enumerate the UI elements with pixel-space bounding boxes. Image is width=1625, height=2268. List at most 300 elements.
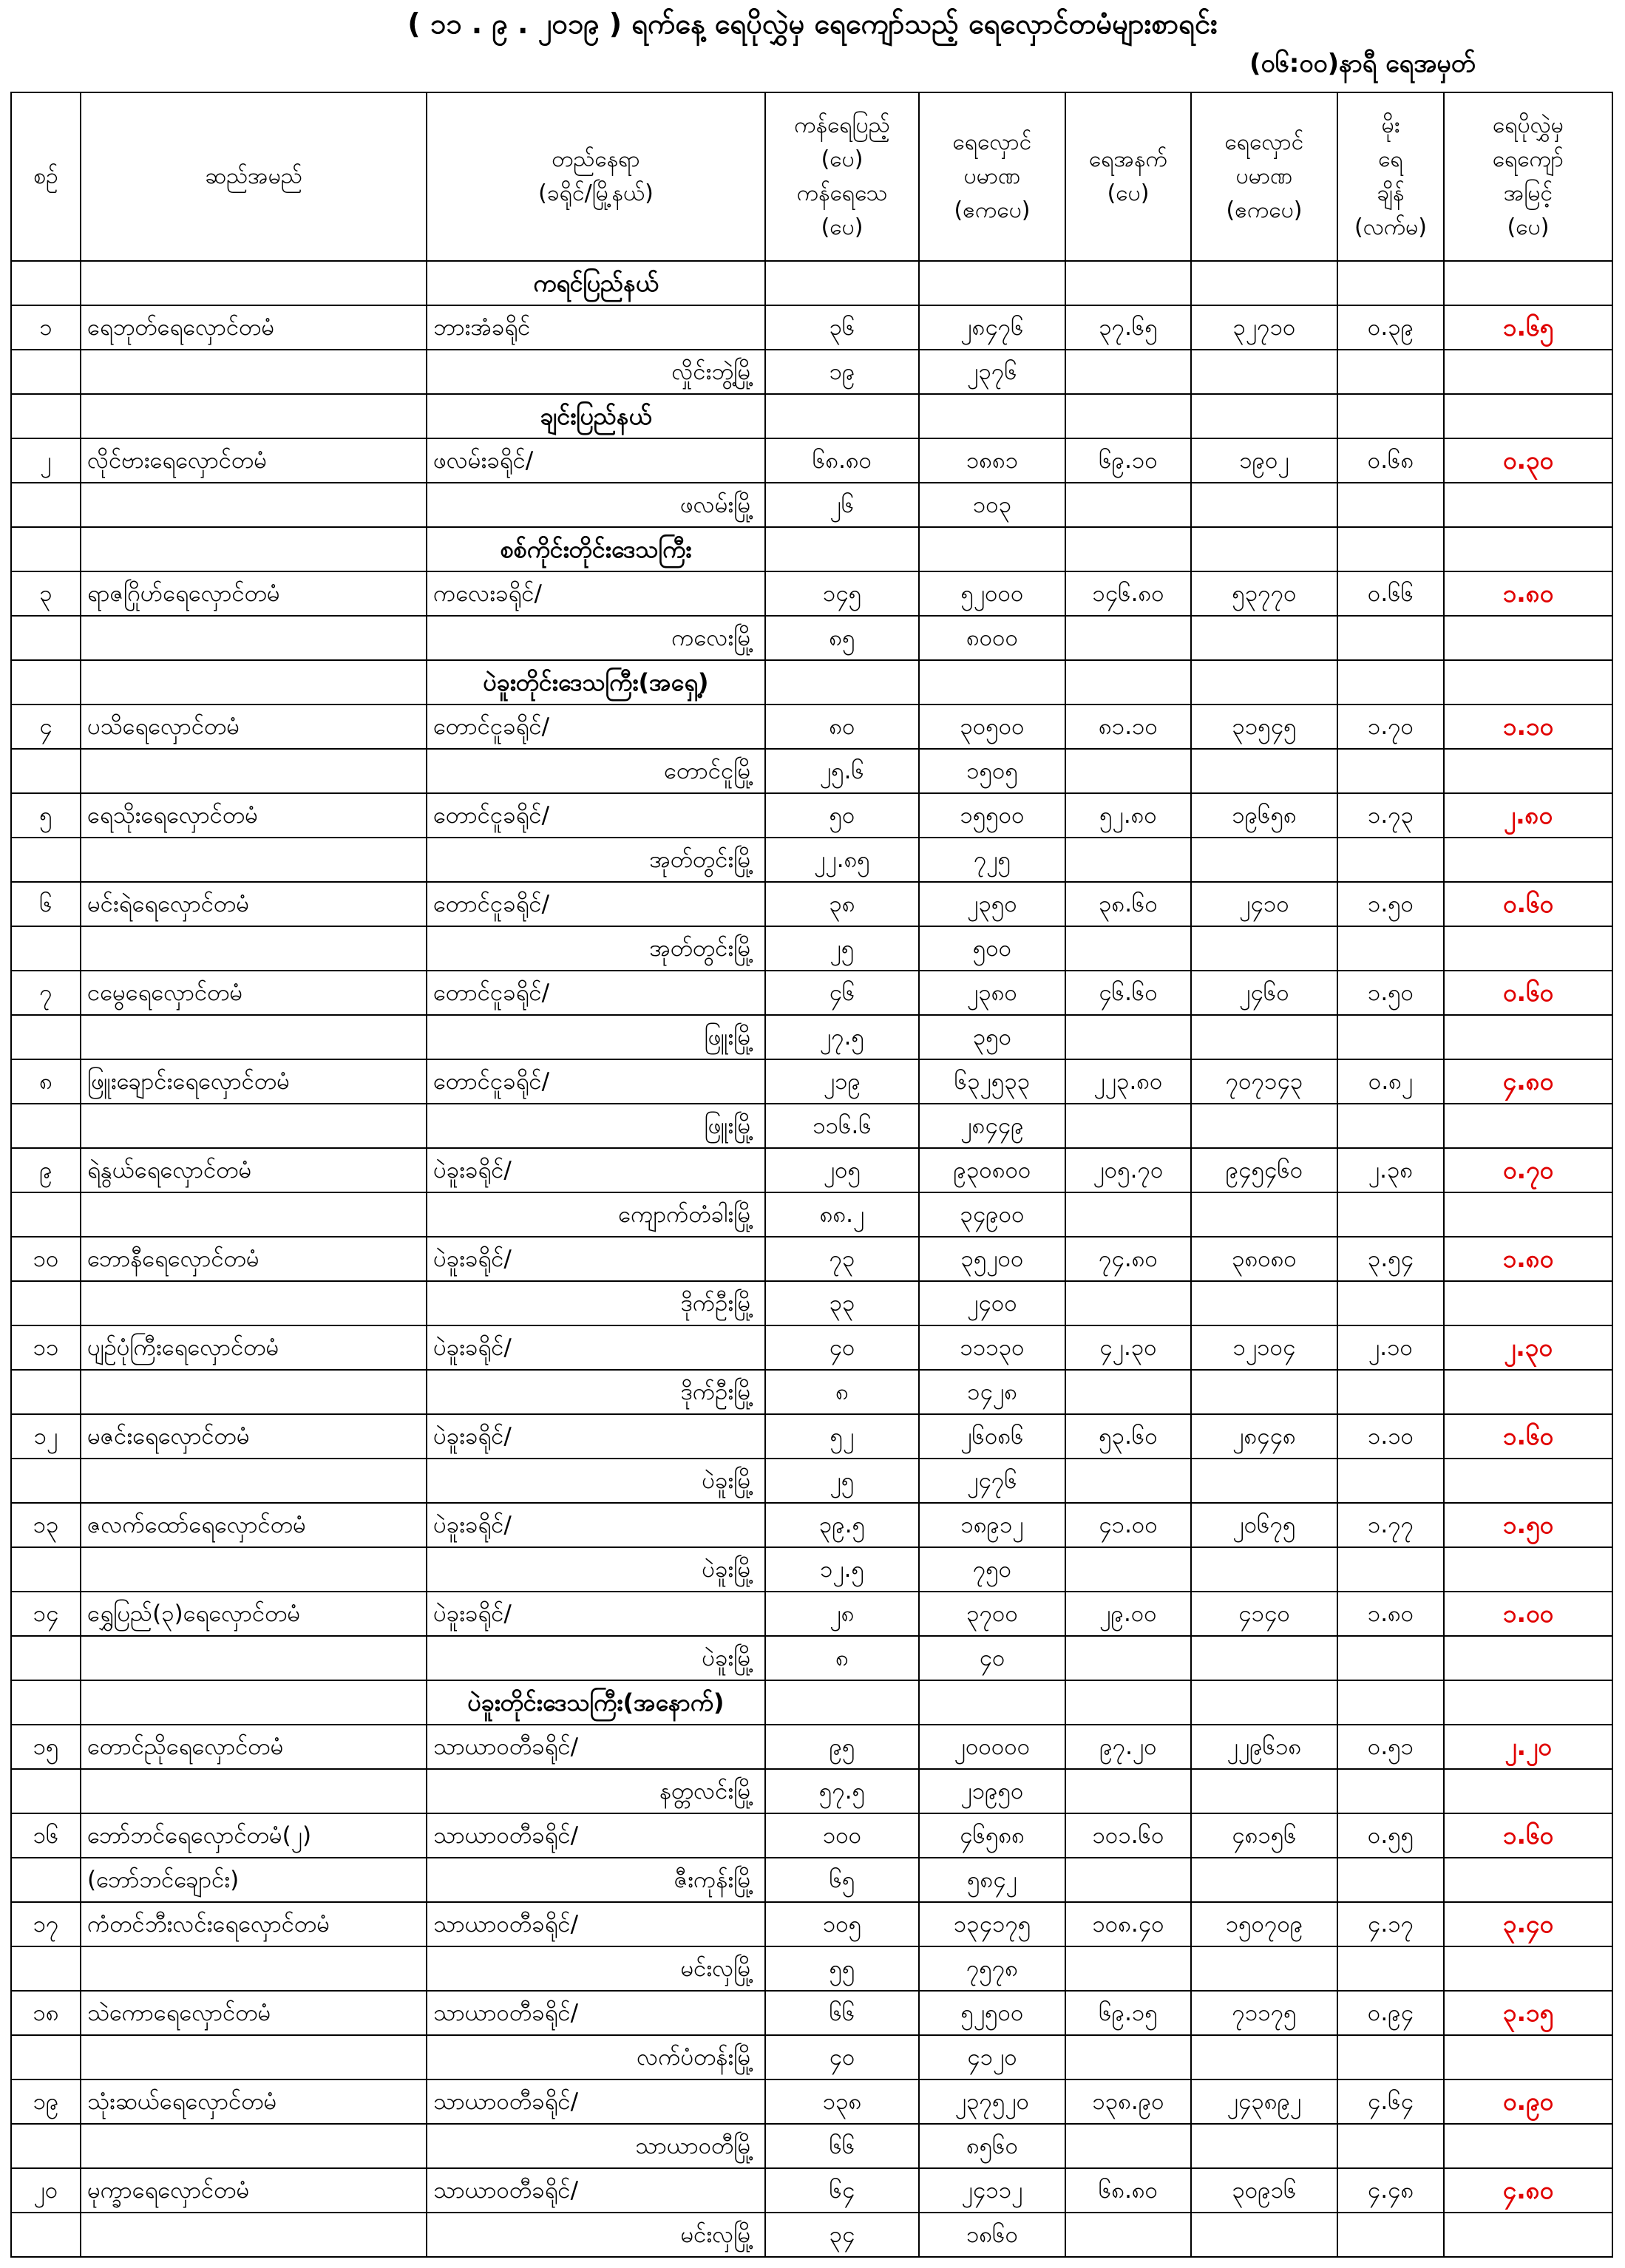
empty-cell [1444,1680,1612,1725]
current-depth: ၁၃၈.၉၀ [1065,2079,1191,2124]
empty-cell [1191,483,1337,527]
rainfall: ၁.၇၇ [1337,1503,1444,1547]
current-depth: ၅၃.၆၀ [1065,1414,1191,1459]
location-township: ပဲခူးမြို့ [427,1459,765,1503]
dam-name: ရွှေပြည်(၃)ရေလှောင်တမံ [81,1592,427,1636]
empty-cell [81,527,427,571]
location-district: တောင်ငူခရိုင်/ [427,704,765,749]
full-storage: ၁၅၅၀၀ [919,793,1065,838]
table-row [11,1325,1612,1370]
empty-cell [1337,1281,1444,1325]
empty-cell [1444,1281,1612,1325]
empty-cell [11,2124,81,2168]
row-number: ၁၃ [11,1503,81,1547]
empty-cell [1337,483,1444,527]
empty-cell [11,1946,81,1991]
dam-alt-name [81,2124,427,2168]
row-number: ၃ [11,571,81,616]
empty-cell [1337,1858,1444,1902]
empty-cell [11,394,81,438]
location-district: သာယာဝတီခရိုင်/ [427,1725,765,1769]
location-township: ဖြူးမြို့ [427,1015,765,1059]
region-row [11,261,1612,305]
table-subrow [11,1946,1612,1991]
empty-cell [1191,1370,1337,1414]
current-depth: ၂၂၃.၈၀ [1065,1059,1191,1104]
header-full-level: ကန်ရေပြည့် (ပေ) ကန်ရေသေ (ပေ) [765,92,919,261]
overflow-height: ၀.၇၀ [1444,1148,1612,1192]
location-district: ပဲခူးခရိုင်/ [427,1414,765,1459]
location-district: သာယာဝတီခရိုင်/ [427,1902,765,1946]
table-subrow [11,1459,1612,1503]
current-storage: ၁၉၀၂ [1191,438,1337,483]
region-name: ကရင်ပြည်နယ် [427,261,765,305]
dam-name: ဖြူးချောင်းရေလှောင်တမံ [81,1059,427,1104]
header-location: တည်နေရာ (ခရိုင်/မြို့နယ်) [427,92,765,261]
table-row [11,2079,1612,2124]
current-depth: ၂၀၅.၇၀ [1065,1148,1191,1192]
empty-cell [1337,1636,1444,1680]
empty-cell [1191,616,1337,660]
dead-level: ၄၀ [765,2035,919,2079]
overflow-height: ၁.၆၀ [1444,1414,1612,1459]
location-township: သာယာဝတီမြို့ [427,2124,765,2168]
empty-cell [1065,1015,1191,1059]
table-subrow [11,2035,1612,2079]
dead-level: ၅၅ [765,1946,919,1991]
table-row [11,2168,1612,2213]
full-level: ၆၈.၈၀ [765,438,919,483]
full-storage: ၁၃၄၁၇၅ [919,1902,1065,1946]
current-depth: ၃၈.၆၀ [1065,882,1191,926]
current-storage: ၃၈၀၈၀ [1191,1237,1337,1281]
dam-alt-name [81,749,427,793]
empty-cell [1444,1946,1612,1991]
row-number: ၉ [11,1148,81,1192]
dead-storage: ၁၈၆၀ [919,2213,1065,2257]
dam-name: မုက္ခာရေလှောင်တမံ [81,2168,427,2213]
row-number: ၈ [11,1059,81,1104]
full-storage: ၂၈၄၇၆ [919,305,1065,350]
dead-level: ၆၅ [765,1858,919,1902]
location-district: ပဲခူးခရိုင်/ [427,1237,765,1281]
dam-alt-name [81,350,427,394]
location-district: ပဲခူးခရိုင်/ [427,1148,765,1192]
dam-alt-name [81,1281,427,1325]
empty-cell [1065,838,1191,882]
rainfall: ၁.၅၀ [1337,882,1444,926]
dead-storage: ၇၂၅ [919,838,1065,882]
dead-level: ၈ [765,1370,919,1414]
header-row [11,92,1612,261]
empty-cell [1337,1104,1444,1148]
dam-name: ရဲနွယ်ရေလှောင်တမံ [81,1148,427,1192]
document-subtitle: (၀၆:၀၀)နာရီ ရေအမှတ် [1249,49,1476,78]
empty-cell [1191,1680,1337,1725]
empty-cell [11,616,81,660]
empty-cell [1337,2035,1444,2079]
empty-cell [1337,749,1444,793]
row-number: ၇ [11,971,81,1015]
empty-cell [81,660,427,704]
table-subrow [11,1104,1612,1148]
current-storage: ၅၃၇၇၀ [1191,571,1337,616]
dead-level: ၅၇.၅ [765,1769,919,1813]
empty-cell [1065,1547,1191,1592]
empty-cell [1065,261,1191,305]
table-subrow [11,616,1612,660]
table-subrow [11,838,1612,882]
empty-cell [1444,616,1612,660]
empty-cell [81,1680,427,1725]
empty-cell [765,660,919,704]
full-storage: ၂၃၅၀ [919,882,1065,926]
table-row [11,1902,1612,1946]
full-level: ၆၄ [765,2168,919,2213]
overflow-height: ၄.၈၀ [1444,2168,1612,2213]
empty-cell [919,261,1065,305]
empty-cell [11,1015,81,1059]
dead-level: ၈၅ [765,616,919,660]
dead-storage: ၁၅၀၅ [919,749,1065,793]
empty-cell [1337,261,1444,305]
rainfall: ၀.၅၅ [1337,1813,1444,1858]
empty-cell [1065,1104,1191,1148]
rainfall: ၃.၅၄ [1337,1237,1444,1281]
empty-cell [1337,838,1444,882]
empty-cell [1444,660,1612,704]
dead-level: ၂၂.၈၅ [765,838,919,882]
dam-alt-name [81,838,427,882]
dam-alt-name [81,1370,427,1414]
empty-cell [1065,394,1191,438]
dam-name: ငမွေရေလှောင်တမံ [81,971,427,1015]
dead-level: ၃၃ [765,1281,919,1325]
current-depth: ၇၄.၈၀ [1065,1237,1191,1281]
location-township: ကလေးမြို့ [427,616,765,660]
dam-alt-name [81,1192,427,1237]
current-storage: ၁၉၆၅၈ [1191,793,1337,838]
dead-level: ၁၉ [765,350,919,394]
table-subrow [11,350,1612,394]
full-level: ၉၅ [765,1725,919,1769]
current-depth: ၂၉.၀၀ [1065,1592,1191,1636]
location-township: လက်ပံတန်းမြို့ [427,2035,765,2079]
table-subrow [11,926,1612,971]
region-row [11,527,1612,571]
table-subrow [11,2213,1612,2257]
current-depth: ၄၂.၃၀ [1065,1325,1191,1370]
current-storage: ၃၂၇၁၀ [1191,305,1337,350]
rainfall: ၁.၇၃ [1337,793,1444,838]
dam-name: သုံးဆယ်ရေလှောင်တမံ [81,2079,427,2124]
region-name: ပဲခူးတိုင်းဒေသကြီး(အရှေ့) [427,660,765,704]
region-name: စစ်ကိုင်းတိုင်းဒေသကြီး [427,527,765,571]
rainfall: ၀.၅၁ [1337,1725,1444,1769]
row-number: ၂၀ [11,2168,81,2213]
dam-name: ဘောနီရေလှောင်တမံ [81,1237,427,1281]
overflow-height: ၀.၆၀ [1444,971,1612,1015]
dam-alt-name [81,1946,427,1991]
location-township: ဒိုက်ဦးမြို့ [427,1370,765,1414]
location-district: သာယာဝတီခရိုင်/ [427,2079,765,2124]
empty-cell [1065,1459,1191,1503]
rainfall: ၁.၅၀ [1337,971,1444,1015]
dead-storage: ၃၅၀ [919,1015,1065,1059]
empty-cell [11,1281,81,1325]
empty-cell [1065,1370,1191,1414]
full-storage: ၃၀၅၀၀ [919,704,1065,749]
empty-cell [1337,2213,1444,2257]
empty-cell [1444,1192,1612,1237]
empty-cell [1065,527,1191,571]
empty-cell [11,1769,81,1813]
dead-storage: ၅၈၄၂ [919,1858,1065,1902]
current-depth: ၅၂.၈၀ [1065,793,1191,838]
empty-cell [919,1680,1065,1725]
header-name: ဆည်အမည် [81,92,427,261]
overflow-height: ၃.၄၀ [1444,1902,1612,1946]
table-subrow [11,1281,1612,1325]
full-storage: ၂၃၇၅၂၀ [919,2079,1065,2124]
row-number: ၁၀ [11,1237,81,1281]
empty-cell [1444,1858,1612,1902]
dam-alt-name [81,1104,427,1148]
table-row [11,704,1612,749]
dead-level: ၂၇.၅ [765,1015,919,1059]
empty-cell [1065,660,1191,704]
dam-name: လိုင်ဗားရေလှောင်တမံ [81,438,427,483]
empty-cell [1444,483,1612,527]
empty-cell [11,1636,81,1680]
table-row [11,1237,1612,1281]
full-level: ၈၀ [765,704,919,749]
empty-cell [1191,1192,1337,1237]
table-row [11,882,1612,926]
location-district: ပဲခူးခရိုင်/ [427,1503,765,1547]
empty-cell [1065,1192,1191,1237]
empty-cell [1444,1015,1612,1059]
location-district: သာယာဝတီခရိုင်/ [427,1813,765,1858]
full-level: ၄၀ [765,1325,919,1370]
current-depth: ၆၉.၁၀ [1065,438,1191,483]
dead-storage: ၂၄၀၀ [919,1281,1065,1325]
table-row [11,1592,1612,1636]
full-storage: ၁၈၈၁ [919,438,1065,483]
current-storage: ၄၁၄၀ [1191,1592,1337,1636]
rainfall: ၀.၆၈ [1337,438,1444,483]
table-row [11,1503,1612,1547]
dead-storage: ၈၀၀၀ [919,616,1065,660]
empty-cell [11,483,81,527]
overflow-height: ၂.၈၀ [1444,793,1612,838]
dead-level: ၂၅ [765,926,919,971]
table-row [11,571,1612,616]
empty-cell [1191,350,1337,394]
empty-cell [11,527,81,571]
empty-cell [1337,1370,1444,1414]
dead-storage: ၂၈၄၄၉ [919,1104,1065,1148]
table-subrow [11,749,1612,793]
full-storage: ၂၆၀၈၆ [919,1414,1065,1459]
dam-alt-name [81,2213,427,2257]
current-storage: ၃၁၅၄၅ [1191,704,1337,749]
empty-cell [1191,1015,1337,1059]
overflow-height: ၀.၃၀ [1444,438,1612,483]
rainfall: ၂.၃၈ [1337,1148,1444,1192]
current-storage: ၁၅၀၇၀၉ [1191,1902,1337,1946]
empty-cell [1337,527,1444,571]
empty-cell [1191,527,1337,571]
empty-cell [1444,1769,1612,1813]
empty-cell [11,2213,81,2257]
rainfall: ၁.၇၀ [1337,704,1444,749]
table-subrow [11,1769,1612,1813]
dam-alt-name [81,2035,427,2079]
dam-name: ရေဘုတ်ရေလှောင်တမံ [81,305,427,350]
row-number: ၆ [11,882,81,926]
empty-cell [11,838,81,882]
table-row [11,305,1612,350]
location-district: ဖလမ်းခရိုင်/ [427,438,765,483]
full-storage: ၂၀၀၀၀၀ [919,1725,1065,1769]
location-district: ကလေးခရိုင်/ [427,571,765,616]
empty-cell [11,1192,81,1237]
location-township: အုတ်တွင်းမြို့ [427,838,765,882]
rainfall: ၄.၆၄ [1337,2079,1444,2124]
location-district: တောင်ငူခရိုင်/ [427,971,765,1015]
row-number: ၁၂ [11,1414,81,1459]
region-row [11,1680,1612,1725]
dead-level: ၂၅.၆ [765,749,919,793]
table-row [11,1148,1612,1192]
rainfall: ၁.၈၀ [1337,1592,1444,1636]
empty-cell [11,1680,81,1725]
full-storage: ၁၁၁၃၀ [919,1325,1065,1370]
empty-cell [1444,1370,1612,1414]
overflow-height: ၁.၆၅ [1444,305,1612,350]
empty-cell [1337,350,1444,394]
empty-cell [1444,838,1612,882]
current-depth: ၁၀၁.၆၀ [1065,1813,1191,1858]
row-number: ၁၁ [11,1325,81,1370]
current-storage: ၃၀၉၁၆ [1191,2168,1337,2213]
dam-alt-name: (ဘော်ဘင်ချောင်း) [81,1858,427,1902]
empty-cell [1444,2124,1612,2168]
empty-cell [1191,838,1337,882]
table-row [11,1991,1612,2035]
table-row [11,971,1612,1015]
row-number: ၁၉ [11,2079,81,2124]
full-storage: ၂၃၈၀ [919,971,1065,1015]
empty-cell [1337,1547,1444,1592]
empty-cell [1065,1769,1191,1813]
overflow-height: ၁.၁၀ [1444,704,1612,749]
table-subrow [11,1636,1612,1680]
empty-cell [1191,660,1337,704]
empty-cell [1337,926,1444,971]
empty-cell [919,394,1065,438]
header-storage-current: ရေလှောင် ပမာဏ (ဧကပေ) [1191,92,1337,261]
overflow-height: ၁.၈၀ [1444,1237,1612,1281]
current-depth: ၆၈.၈၀ [1065,2168,1191,2213]
current-depth: ၃၇.၆၅ [1065,305,1191,350]
location-district: တောင်ငူခရိုင်/ [427,793,765,838]
dam-name: သဲကောရေလှောင်တမံ [81,1991,427,2035]
current-storage: ၇၁၁၇၅ [1191,1991,1337,2035]
rainfall: ၀.၆၆ [1337,571,1444,616]
dead-level: ၂၅ [765,1459,919,1503]
dead-storage: ၁၀၃ [919,483,1065,527]
empty-cell [1191,926,1337,971]
full-storage: ၆၃၂၅၃၃ [919,1059,1065,1104]
table-subrow [11,1192,1612,1237]
empty-cell [1065,1680,1191,1725]
full-storage: ၄၆၅၈၈ [919,1813,1065,1858]
location-township: အုတ်တွင်းမြို့ [427,926,765,971]
empty-cell [1337,1680,1444,1725]
reservoir-table [10,92,1613,2258]
dam-alt-name [81,1636,427,1680]
current-depth: ၉၇.၂၀ [1065,1725,1191,1769]
dam-name: ရာဇဂြိုဟ်ရေလှောင်တမံ [81,571,427,616]
current-storage: ၂၄၆၀ [1191,971,1337,1015]
table-row [11,438,1612,483]
location-district: ဘားအံခရိုင် [427,305,765,350]
full-level: ၅၂ [765,1414,919,1459]
current-storage: ၂၀၆၇၅ [1191,1503,1337,1547]
empty-cell [1191,2213,1337,2257]
empty-cell [1191,1281,1337,1325]
empty-cell [81,394,427,438]
empty-cell [11,1104,81,1148]
full-storage: ၅၂၀၀၀ [919,571,1065,616]
empty-cell [1065,1858,1191,1902]
header-storage: ရေလှောင် ပမာဏ (ဧကပေ) [919,92,1065,261]
row-number: ၁၈ [11,1991,81,2035]
empty-cell [1191,1946,1337,1991]
dam-alt-name [81,1459,427,1503]
dam-name: မင်းရဲရေလှောင်တမံ [81,882,427,926]
table-row [11,793,1612,838]
current-storage: ၂၂၉၆၁၈ [1191,1725,1337,1769]
empty-cell [1444,1459,1612,1503]
dam-name: တောင်ညိုရေလှောင်တမံ [81,1725,427,1769]
dead-level: ၁၂.၅ [765,1547,919,1592]
overflow-height: ၀.၉၀ [1444,2079,1612,2124]
empty-cell [1191,1769,1337,1813]
dead-storage: ၈၅၆၀ [919,2124,1065,2168]
empty-cell [1065,926,1191,971]
current-storage: ၉၄၅၄၆၀ [1191,1148,1337,1192]
empty-cell [1337,616,1444,660]
current-depth: ၄၁.၀၀ [1065,1503,1191,1547]
row-number: ၁၇ [11,1902,81,1946]
location-township: ကျောက်တံခါးမြို့ [427,1192,765,1237]
empty-cell [1337,1192,1444,1237]
table-subrow [11,1015,1612,1059]
full-level: ၄၆ [765,971,919,1015]
full-storage: ၃၅၂၀၀ [919,1237,1065,1281]
dam-alt-name [81,483,427,527]
current-storage: ၁၂၁၀၄ [1191,1325,1337,1370]
empty-cell [1191,1636,1337,1680]
region-row [11,660,1612,704]
row-number: ၅ [11,793,81,838]
table-row [11,1813,1612,1858]
overflow-height: ၁.၆၀ [1444,1813,1612,1858]
dam-alt-name [81,1769,427,1813]
